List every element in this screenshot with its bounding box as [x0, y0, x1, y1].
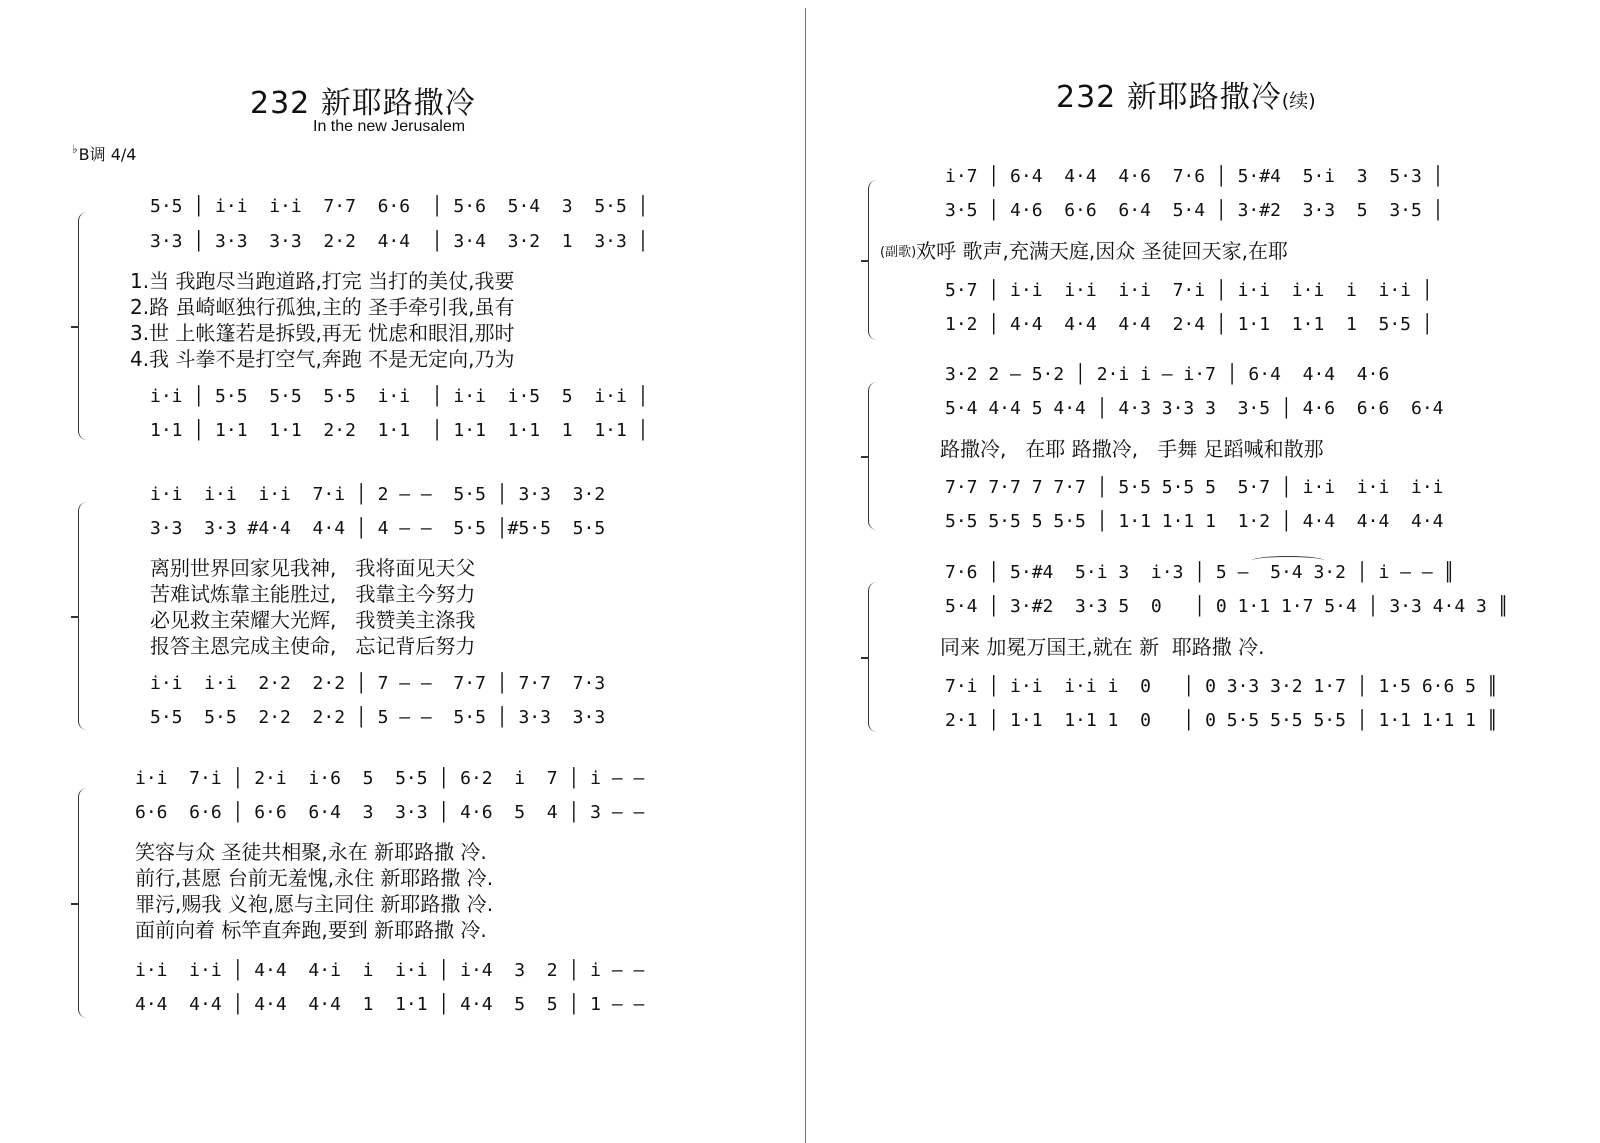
system-brace: [868, 582, 881, 732]
score-line: 5·7 │ i·i i·i i·i 7·i │ i·i i·i i i·i │: [945, 280, 1433, 301]
score-line: 3·3 │ 3·3 3·3 2·2 4·4 │ 3·4 3·2 1 3·3 │: [150, 231, 649, 252]
system-brace: [78, 788, 91, 1018]
lyric-line: 苦难试炼靠主能胜过, 我靠主今努力: [150, 582, 476, 606]
lyric-line: 必见救主荣耀大光辉, 我赞美主涤我: [150, 608, 476, 632]
lyric-text: 欢呼 歌声,充满天庭,因众 圣徒回天家,在耶: [916, 239, 1288, 263]
score-line: 7·7 7·7 7 7·7 │ 5·5 5·5 5 5·7 │ i·i i·i i·i: [945, 477, 1444, 498]
score-line: 6·6 6·6 │ 6·6 6·4 3 3·3 │ 4·6 5 4 │ 3 — —: [135, 802, 645, 823]
lyric-line: [880, 238, 1288, 264]
lyric-line: 4.我 斗拳不是打空气,奔跑 不是无定向,乃为: [130, 347, 515, 371]
score-line: i·i 7·i │ 2·i i·6 5 5·5 │ 6·2 i 7 │ i — —: [135, 768, 645, 789]
lyric-line: 路撒冷, 在耶 路撒冷, 手舞 足蹈喊和散那: [940, 437, 1324, 461]
score-line: i·i i·i 2·2 2·2 │ 7 — — 7·7 │ 7·7 7·3: [150, 673, 606, 694]
score-line: 7·6 │ 5·#4 5·i 3 i·3 │ 5 — 5·4 3·2 │ i — — ║: [945, 562, 1455, 583]
continued-suffix: (续): [1281, 90, 1316, 112]
lyric-line: 笑容与众 圣徒共相聚,永在 新耶路撒 冷.: [135, 840, 487, 864]
page-title-left: 232 新耶路撒冷: [250, 86, 476, 121]
lyric-line: 离别世界回家见我神, 我将面见天父: [150, 556, 476, 580]
lyric-line: 2.路 虽崎岖独行孤独,主的 圣手牵引我,虽有: [130, 295, 515, 319]
english-subtitle: In the new Jerusalem: [313, 118, 466, 135]
score-line: 7·i │ i·i i·i i 0 │ 0 3·3 3·2 1·7 │ 1·5 6·6 5 ║: [945, 676, 1498, 697]
flat-icon: ♭: [72, 142, 78, 156]
key-signature-text: B调 4/4: [78, 145, 137, 164]
lyric-line: 面前向着 标竿直奔跑,要到 新耶路撒 冷.: [135, 918, 487, 942]
score-line: 3·2 2 — 5·2 │ 2·i i — i·7 │ 6·4 4·4 4·6: [945, 364, 1390, 385]
score-line: 3·3 3·3 #4·4 4·4 │ 4 — — 5·5 │#5·5 5·5: [150, 518, 606, 539]
score-line: i·i │ 5·5 5·5 5·5 i·i │ i·i i·5 5 i·i │: [150, 386, 649, 407]
page-title-right: [1056, 72, 1316, 116]
lyric-line: 报答主恩完成主使命, 忘记背后努力: [150, 634, 476, 658]
score-line: 4·4 4·4 │ 4·4 4·4 1 1·1 │ 4·4 5 5 │ 1 — —: [135, 994, 645, 1015]
score-line: 5·4 4·4 5 4·4 │ 4·3 3·3 3 3·5 │ 4·6 6·6 6·4: [945, 398, 1444, 419]
score-line: 2·1 │ 1·1 1·1 1 0 │ 0 5·5 5·5 5·5 │ 1·1 1·1 1 ║: [945, 710, 1498, 731]
system-brace: [78, 502, 91, 730]
lyric-line: 1.当 我跑尽当跑道路,打完 当打的美仗,我要: [130, 269, 515, 293]
score-line: 5·5 5·5 5 5·5 │ 1·1 1·1 1 1·2 │ 4·4 4·4 4·4: [945, 511, 1444, 532]
page-divider: [805, 8, 806, 1143]
score-line: 1·1 │ 1·1 1·1 2·2 1·1 │ 1·1 1·1 1 1·1 │: [150, 420, 649, 441]
score-line: i·i i·i │ 4·4 4·i i i·i │ i·4 3 2 │ i — —: [135, 960, 645, 981]
score-line: 5·4 │ 3·#2 3·3 5 0 │ 0 1·1 1·7 5·4 │ 3·3 4·4 3 ║: [945, 596, 1509, 617]
page-title-right-text: 232 新耶路撒冷: [1056, 80, 1282, 115]
lyric-line: 同来 加冕万国王,就在 新 耶路撒 冷.: [940, 635, 1265, 659]
lyric-line: 前行,甚愿 台前无羞愧,永住 新耶路撒 冷.: [135, 866, 494, 890]
refrain-tag: (副歌): [880, 245, 917, 260]
score-line: 5·5 │ i·i i·i 7·7 6·6 │ 5·6 5·4 3 5·5 │: [150, 196, 649, 217]
system-brace: [868, 382, 881, 530]
score-line: 5·5 5·5 2·2 2·2 │ 5 — — 5·5 │ 3·3 3·3: [150, 707, 606, 728]
score-line: i·i i·i i·i 7·i │ 2 — — 5·5 │ 3·3 3·2: [150, 484, 606, 505]
score-line: 3·5 │ 4·6 6·6 6·4 5·4 │ 3·#2 3·3 5 3·5 │: [945, 200, 1444, 221]
lyric-line: 罪污,赐我 义袍,愿与主同住 新耶路撒 冷.: [135, 892, 494, 916]
key-signature: [72, 142, 137, 165]
score-line: i·7 │ 6·4 4·4 4·6 7·6 │ 5·#4 5·i 3 5·3 │: [945, 166, 1444, 187]
system-brace: [78, 212, 91, 440]
score-line: 1·2 │ 4·4 4·4 4·4 2·4 │ 1·1 1·1 1 5·5 │: [945, 314, 1433, 335]
lyric-line: 3.世 上帐篷若是拆毁,再无 忧虑和眼泪,那时: [130, 321, 515, 345]
